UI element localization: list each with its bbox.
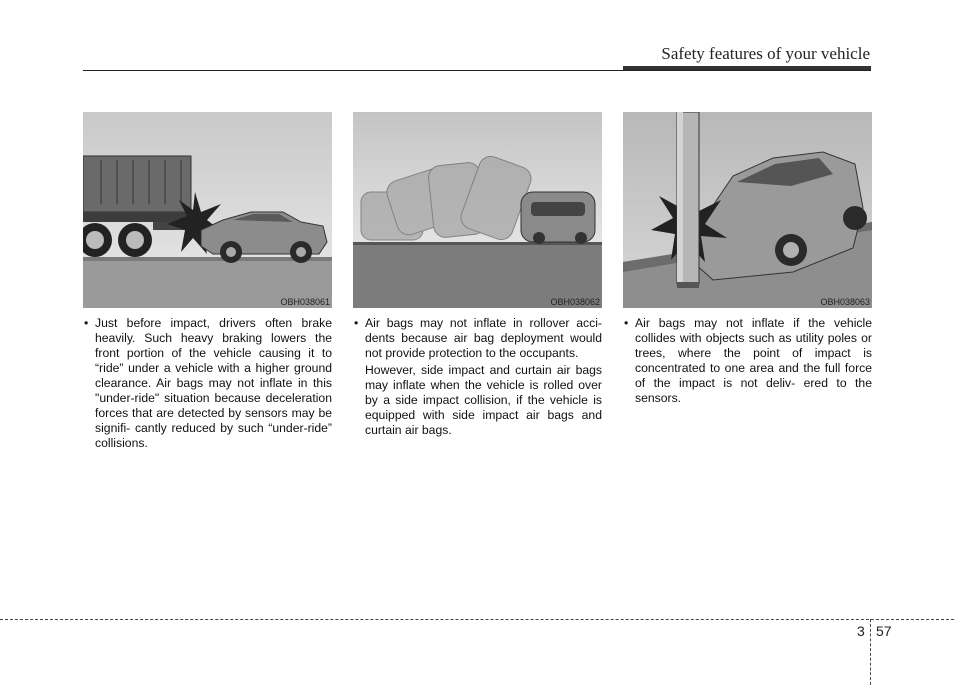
bullet-dot: • [84,316,89,330]
figure-pole-collision [623,112,872,308]
paragraph: Air bags may not inflate in rollover acci- dents because air bag deployment would not provide protection to the occupants. [365,316,602,360]
page-number: 57 [876,623,892,639]
pole-collision-illustration [623,112,872,308]
bullet-item [623,316,872,406]
bullet-item [83,316,332,451]
paragraph: However, side impact and curtain air bags may inflate when the vehicle is rolled over by a side impact collision, if the vehicle is equipped with side impact air bags and curtain air bags. [365,363,602,437]
bullet-dot: • [354,316,359,330]
column-utility-pole [623,112,872,406]
paragraph: Just before impact, drivers often brake heavily. Such heavy braking lowers the front portion of the vehicle causing it to “ride” under a vehicle with a higher ground clearance. Air bags may not inflate in this "under-ride" situation because deceleration forces that are detected by sensors may be signifi- cantly reduced by such “under-ride” collisions. [95,316,332,450]
figure-rollover-accident [353,112,602,308]
paragraph: Air bags may not inflate if the vehicle collides with objects such as utility poles or trees, where the point of impact is concentrated to one area and the full force of the impact is not deliv- ered to the sensors. [635,316,872,405]
column-under-ride [83,112,332,451]
figure-code: OBH038063 [820,297,870,307]
header-rule [83,70,871,71]
rollover-illustration [353,112,602,308]
bullet-item [353,316,602,438]
figure-under-ride-collision [83,112,332,308]
figure-code: OBH038061 [280,297,330,307]
page-header-title: Safety features of your vehicle [661,44,870,63]
footer-dashed-rule [0,619,954,620]
chapter-number: 3 [857,623,865,639]
bullet-dot: • [624,316,629,330]
column-rollover [353,112,602,438]
under-ride-illustration [83,112,332,308]
figure-code: OBH038062 [550,297,600,307]
footer-dashed-divider [870,619,871,685]
